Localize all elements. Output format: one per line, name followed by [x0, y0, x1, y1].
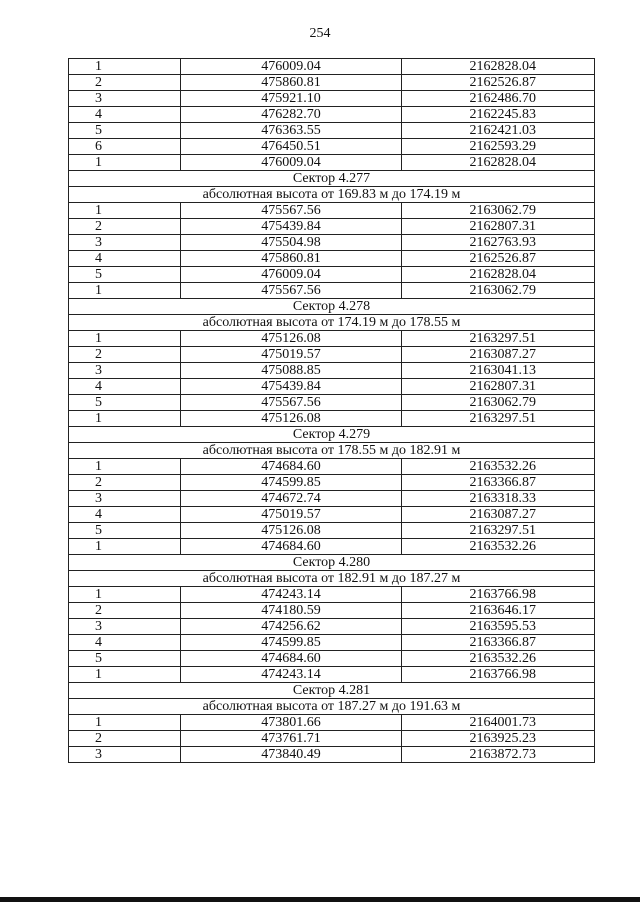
- table-row: [69, 619, 595, 635]
- table-row: [69, 75, 595, 91]
- point-number: 5: [69, 267, 181, 283]
- point-number: 2: [69, 603, 181, 619]
- coordinate-x: 474672.74: [181, 491, 402, 507]
- sector-title: Сектор 4.279: [69, 427, 595, 443]
- point-number: 3: [69, 491, 181, 507]
- coordinate-x: 474684.60: [181, 459, 402, 475]
- point-number: 5: [69, 123, 181, 139]
- table-row: [69, 507, 595, 523]
- coordinate-x: 474684.60: [181, 539, 402, 555]
- coordinate-x: 476450.51: [181, 139, 402, 155]
- table-row: [69, 667, 595, 683]
- table-row: [69, 395, 595, 411]
- coordinate-x: 475019.57: [181, 507, 402, 523]
- table-row: [69, 603, 595, 619]
- point-number: 4: [69, 379, 181, 395]
- point-number: 4: [69, 507, 181, 523]
- point-number: 3: [69, 91, 181, 107]
- point-number: 1: [69, 459, 181, 475]
- table-row: [69, 123, 595, 139]
- coordinate-y: 2163062.79: [402, 203, 595, 219]
- table-row: [69, 587, 595, 603]
- coordinate-x: 474243.14: [181, 587, 402, 603]
- coordinate-y: 2163366.87: [402, 475, 595, 491]
- point-number: 2: [69, 75, 181, 91]
- coordinate-y: 2163297.51: [402, 331, 595, 347]
- table-row: [69, 107, 595, 123]
- sector-altitude-range: абсолютная высота от 174.19 м до 178.55 м: [69, 315, 595, 331]
- coordinate-y: 2163595.53: [402, 619, 595, 635]
- coordinate-y: 2162526.87: [402, 251, 595, 267]
- coordinate-x: 474180.59: [181, 603, 402, 619]
- point-number: 1: [69, 715, 181, 731]
- table-row: [69, 411, 595, 427]
- sector-title-row: [69, 427, 595, 443]
- point-number: 2: [69, 475, 181, 491]
- coordinate-y: 2163062.79: [402, 395, 595, 411]
- point-number: 4: [69, 107, 181, 123]
- coordinate-x: 476363.55: [181, 123, 402, 139]
- coordinate-y: 2163532.26: [402, 459, 595, 475]
- coordinate-x: 476009.04: [181, 59, 402, 75]
- sector-altitude-row: [69, 187, 595, 203]
- sector-title: Сектор 4.277: [69, 171, 595, 187]
- point-number: 1: [69, 667, 181, 683]
- point-number: 2: [69, 347, 181, 363]
- coordinate-x: 475439.84: [181, 379, 402, 395]
- table-row: [69, 59, 595, 75]
- coordinate-x: 474256.62: [181, 619, 402, 635]
- coordinate-x: 475567.56: [181, 395, 402, 411]
- table-row: [69, 251, 595, 267]
- table-row: [69, 635, 595, 651]
- coordinate-y: 2163532.26: [402, 651, 595, 667]
- table-row: [69, 203, 595, 219]
- table-row: [69, 267, 595, 283]
- coordinate-y: 2162828.04: [402, 59, 595, 75]
- coordinate-y: 2163041.13: [402, 363, 595, 379]
- sector-altitude-range: абсолютная высота от 182.91 м до 187.27 м: [69, 571, 595, 587]
- coordinate-y: 2162828.04: [402, 267, 595, 283]
- table-row: [69, 523, 595, 539]
- point-number: 5: [69, 395, 181, 411]
- coordinate-y: 2163925.23: [402, 731, 595, 747]
- sector-title-row: [69, 683, 595, 699]
- table-row: [69, 219, 595, 235]
- coordinate-x: 474243.14: [181, 667, 402, 683]
- coordinate-x: 473761.71: [181, 731, 402, 747]
- coordinate-x: 475504.98: [181, 235, 402, 251]
- coordinate-y: 2163087.27: [402, 347, 595, 363]
- point-number: 3: [69, 363, 181, 379]
- table-row: [69, 539, 595, 555]
- coordinate-y: 2163062.79: [402, 283, 595, 299]
- table-row: [69, 459, 595, 475]
- coordinate-x: 475921.10: [181, 91, 402, 107]
- coordinate-x: 475860.81: [181, 75, 402, 91]
- point-number: 3: [69, 619, 181, 635]
- coordinate-x: 475126.08: [181, 411, 402, 427]
- page-number: 254: [309, 26, 331, 41]
- table-row: [69, 475, 595, 491]
- coordinate-y: 2163297.51: [402, 523, 595, 539]
- point-number: 1: [69, 283, 181, 299]
- coordinate-x: 473840.49: [181, 747, 402, 763]
- coordinate-y: 2163766.98: [402, 587, 595, 603]
- coordinate-y: 2163872.73: [402, 747, 595, 763]
- scan-bottom-edge: [0, 897, 640, 902]
- sector-altitude-row: [69, 315, 595, 331]
- point-number: 3: [69, 747, 181, 763]
- coordinate-y: 2163766.98: [402, 667, 595, 683]
- point-number: 1: [69, 59, 181, 75]
- coordinate-y: 2162807.31: [402, 379, 595, 395]
- table-row: [69, 283, 595, 299]
- sector-title-row: [69, 299, 595, 315]
- table-row: [69, 731, 595, 747]
- coordinate-x: 476282.70: [181, 107, 402, 123]
- point-number: 1: [69, 155, 181, 171]
- point-number: 3: [69, 235, 181, 251]
- table-row: [69, 379, 595, 395]
- coordinate-y: 2163318.33: [402, 491, 595, 507]
- sector-title-row: [69, 555, 595, 571]
- sector-title-row: [69, 171, 595, 187]
- coordinate-x: 475567.56: [181, 203, 402, 219]
- table-row: [69, 235, 595, 251]
- table-row: [69, 139, 595, 155]
- sector-title: Сектор 4.278: [69, 299, 595, 315]
- point-number: 1: [69, 587, 181, 603]
- point-number: 2: [69, 731, 181, 747]
- point-number: 5: [69, 523, 181, 539]
- coordinate-y: 2163087.27: [402, 507, 595, 523]
- table-row: [69, 363, 595, 379]
- point-number: 4: [69, 635, 181, 651]
- coordinate-x: 475567.56: [181, 283, 402, 299]
- coordinate-y: 2163646.17: [402, 603, 595, 619]
- point-number: 1: [69, 411, 181, 427]
- point-number: 1: [69, 203, 181, 219]
- coordinate-y: 2163366.87: [402, 635, 595, 651]
- coordinate-y: 2162807.31: [402, 219, 595, 235]
- coordinate-y: 2162526.87: [402, 75, 595, 91]
- coordinates-table: [68, 58, 595, 763]
- coordinate-x: 473801.66: [181, 715, 402, 731]
- coordinate-x: 476009.04: [181, 155, 402, 171]
- coordinate-y: 2162245.83: [402, 107, 595, 123]
- point-number: 2: [69, 219, 181, 235]
- table-row: [69, 715, 595, 731]
- sector-altitude-row: [69, 699, 595, 715]
- coordinate-x: 476009.04: [181, 267, 402, 283]
- coordinate-y: 2162593.29: [402, 139, 595, 155]
- coordinate-x: 475019.57: [181, 347, 402, 363]
- coordinate-x: 475088.85: [181, 363, 402, 379]
- coordinate-y: 2164001.73: [402, 715, 595, 731]
- table-row: [69, 491, 595, 507]
- point-number: 5: [69, 651, 181, 667]
- coordinate-x: 474599.85: [181, 475, 402, 491]
- coordinate-x: 475860.81: [181, 251, 402, 267]
- table-row: [69, 651, 595, 667]
- table-row: [69, 347, 595, 363]
- table-row: [69, 747, 595, 763]
- point-number: 1: [69, 539, 181, 555]
- sector-title: Сектор 4.280: [69, 555, 595, 571]
- coordinate-y: 2162828.04: [402, 155, 595, 171]
- sector-altitude-row: [69, 443, 595, 459]
- point-number: 1: [69, 331, 181, 347]
- coordinate-y: 2162763.93: [402, 235, 595, 251]
- coordinates-table-body: [69, 59, 595, 763]
- point-number: 6: [69, 139, 181, 155]
- table-row: [69, 91, 595, 107]
- table-row: [69, 331, 595, 347]
- coordinate-y: 2163297.51: [402, 411, 595, 427]
- sector-altitude-range: абсолютная высота от 169.83 м до 174.19 м: [69, 187, 595, 203]
- point-number: 4: [69, 251, 181, 267]
- coordinate-x: 474684.60: [181, 651, 402, 667]
- coordinate-x: 475126.08: [181, 331, 402, 347]
- sector-title: Сектор 4.281: [69, 683, 595, 699]
- coordinate-x: 475439.84: [181, 219, 402, 235]
- table-row: [69, 155, 595, 171]
- sector-altitude-range: абсолютная высота от 178.55 м до 182.91 м: [69, 443, 595, 459]
- coordinate-y: 2162486.70: [402, 91, 595, 107]
- coordinate-x: 474599.85: [181, 635, 402, 651]
- coordinate-x: 475126.08: [181, 523, 402, 539]
- sector-altitude-range: абсолютная высота от 187.27 м до 191.63 м: [69, 699, 595, 715]
- sector-altitude-row: [69, 571, 595, 587]
- coordinate-y: 2162421.03: [402, 123, 595, 139]
- coordinate-y: 2163532.26: [402, 539, 595, 555]
